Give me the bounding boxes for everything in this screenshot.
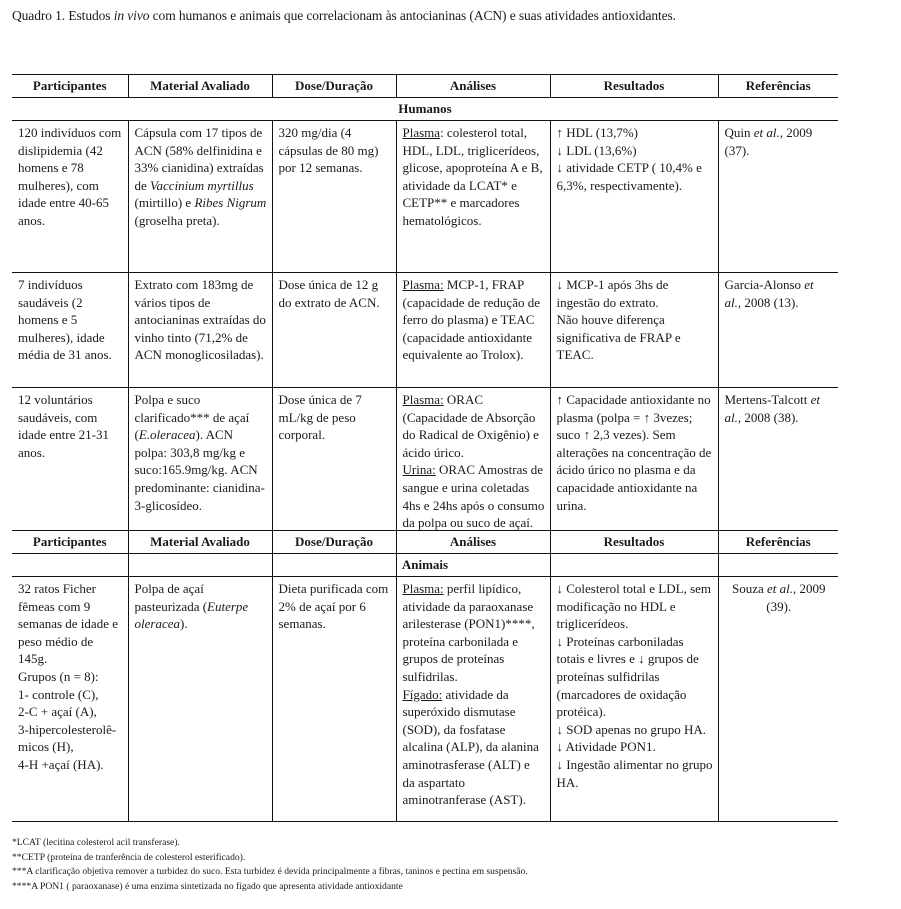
ref-year: , 2009 (37). — [724, 125, 813, 158]
footnote-pon1: ****A PON1 ( paraoxanase) é uma enzima sintetizada no fígado que apresenta atividade antioxidante — [12, 880, 403, 892]
col-header-referencias: Referências — [718, 75, 838, 98]
col-header-material: Material Avaliado — [128, 75, 272, 98]
resultado-item: ↓ Colesterol total e LDL, sem modificação no HDL e triglicerídeos. — [556, 581, 712, 632]
participantes-text: 32 ratos Ficher fêmeas com 9 semanas de idade e peso médio de 145g. — [18, 581, 118, 667]
resultado-item: ↑ HDL (13,7%) — [556, 125, 638, 140]
participantes-group: 2-C + açaí (A), — [18, 704, 97, 720]
analises-label-figado: Fígado: — [402, 686, 443, 702]
humanos-table-clip — [0, 37, 901, 531]
footnote-cetp: **CETP (proteína de tranferência de colesterol esterificado). — [12, 851, 246, 863]
table-row — [12, 577, 838, 822]
resultado-item: ↓ atividade CETP ( 10,4% e 6,3%, respectivamente). — [556, 160, 702, 193]
material-text: ). ACN polpa: 303,8 mg/kg e suco:165.9mg/kg. ACN predominante: cianidina-3-glicosídeo. — [134, 427, 265, 513]
material-species: E.oleracea — [138, 427, 196, 443]
material-species: Vaccinium myrtillus — [150, 177, 254, 193]
section-heading-animais: Animais — [12, 554, 838, 577]
caption-suffix: com humanos e animais que correlacionam às antocianinas (ACN) e suas atividades antioxidantes. — [149, 8, 676, 23]
analises-text: atividade da superóxido dismutase (SOD), da fosfatase alcalina (ALP), da alanina aminotrasferase (ALT) e da aspartato aminotranferase (AST). — [402, 686, 539, 808]
ref-year: , 2009 (39). — [766, 581, 826, 614]
animais-table — [12, 530, 838, 822]
cell-referencia — [718, 577, 838, 822]
resultado-item: ↑ Capacidade antioxidante no plasma (polpa = ↑ 3vezes; suco ↑ 2,3 vezes). Sem alterações na concentração de ácido úrico no plasma e da capacidade antioxidante na urina. — [556, 392, 712, 513]
resultado-item: ↓ MCP-1 após 3hs de ingestão do extrato. — [556, 277, 669, 310]
table-row — [12, 273, 838, 388]
col-header-participantes: Participantes — [12, 531, 128, 554]
resultado-item: ↓ SOD apenas no grupo HA. — [556, 721, 706, 737]
cell-participantes: 7 indivíduos saudáveis (2 homens e 5 mulheres), idade média de 31 anos. — [12, 273, 128, 388]
table-caption — [12, 8, 676, 24]
col-header-resultados: Resultados — [550, 531, 718, 554]
resultado-item: Não houve diferença significativa de FRAP e TEAC. — [556, 312, 681, 363]
ref-year: , 2008 (38). — [737, 409, 799, 425]
analises-label-plasma: Plasma — [402, 125, 441, 140]
table-row — [12, 121, 838, 273]
material-text: Cápsula com 17 tipos de ACN (58% delfinidina e 33% cianidina) extraídas de — [134, 125, 264, 193]
participantes-group: 4-H +açaí (HA). — [18, 756, 104, 772]
material-species: Euterpe oleracea — [134, 598, 249, 632]
material-species: Ribes Nigrum — [194, 195, 267, 211]
cell-participantes — [12, 577, 128, 822]
participantes-group: 3-hipercolesterolê-micos (H), — [18, 721, 117, 755]
participantes-groups-label: Grupos (n = 8): — [18, 668, 99, 684]
analises-text: perfil lipídico, atividade da paraoxanase arilesterase (PON1)****, proteína carbonilada e grupos de proteínas sulfidrilas. — [402, 581, 535, 684]
cell-referencia — [718, 273, 838, 388]
cell-resultados — [550, 273, 718, 388]
ref-etal: et al. — [724, 392, 820, 425]
col-header-analises: Análises — [396, 531, 550, 554]
ref-author: Souza — [731, 581, 768, 596]
col-header-material: Material Avaliado — [128, 531, 272, 554]
col-header-dose: Dose/Duração — [272, 531, 396, 554]
material-text: Polpa e suco clarificado*** de açaí ( — [134, 392, 250, 443]
cell-dose: Dose única de 12 g do extrato de ACN. — [272, 273, 396, 388]
resultado-item: ↓ Proteínas carboniladas totais e livres e ↓ grupos de proteínas sulfidrilas (marcadores de oxidação protéica). — [556, 633, 699, 720]
cell-dose: Dose única de 7 mL/kg de peso corporal. — [272, 388, 396, 588]
cell-dose: Dieta purificada com 2% de açaí por 6 semanas. — [272, 577, 396, 822]
participantes-group: 1- controle (C), — [18, 686, 99, 702]
section-heading-row — [12, 554, 838, 577]
analises-text: ORAC (Capacidade de Absorção do Radical de Oxigênio) e ácido úrico. — [402, 392, 539, 460]
resultado-item: ↓ LDL (13,6%) — [556, 142, 637, 158]
footnote-clarificacao: ***A clarificação objetiva remover a turbidez do suco. Esta turbidez é devida principalmente a fibras, taninos e pectina em suspensão. — [12, 866, 528, 878]
cell-material — [128, 121, 272, 273]
cell-participantes: 12 voluntários saudáveis, com idade entre 21-31 anos. — [12, 388, 128, 588]
analises-label-urina: Urina: — [402, 462, 436, 478]
cell-resultados — [550, 121, 718, 273]
ref-author: Garcia-Alonso — [724, 277, 805, 292]
analises-label-plasma: Plasma: — [402, 581, 444, 596]
col-header-resultados: Resultados — [550, 75, 718, 98]
cell-referencia — [718, 121, 838, 273]
material-text: (groselha preta). — [134, 212, 220, 228]
caption-italic: in vivo — [113, 8, 150, 23]
ref-author: Quin — [724, 125, 754, 140]
material-text: Polpa de açaí pasteurizada ( — [134, 581, 208, 614]
analises-text: MCP-1, FRAP (capacidade de redução de ferro do plasma) e TEAC (capacidade antioxidante equivalente ao Trolox). — [402, 277, 540, 363]
col-header-dose: Dose/Duração — [272, 75, 396, 98]
analises-label-plasma: Plasma: — [402, 277, 444, 292]
footnote-lcat: *LCAT (lecitina colesterol acil transferase). — [12, 837, 180, 848]
cell-resultados — [550, 577, 718, 822]
analises-label-plasma: Plasma: — [402, 392, 444, 407]
cell-analises — [396, 273, 550, 388]
ref-etal: et al. — [767, 581, 794, 596]
col-header-analises: Análises — [396, 75, 550, 98]
material-text: (mirtillo) e — [134, 195, 195, 211]
cell-material: Extrato com 183mg de vários tipos de antocianinas extraídas do vinho tinto (71,2% de ACN monoglicosiladas). — [128, 273, 272, 388]
cell-analises — [396, 577, 550, 822]
cell-analises — [396, 121, 550, 273]
analises-text: ORAC Amostras de sangue e urina coletadas 4hs e 24hs após o consumo da polpa ou suco de açaí. — [402, 462, 545, 531]
header-row — [12, 75, 838, 98]
humanos-table — [12, 74, 838, 588]
analises-text: : colesterol total, HDL, LDL, triglicerídeos, glicose, apoproteína A e B, atividade da LCAT* e CETP** e marcadores hematológicos. — [402, 125, 543, 228]
resultado-item: ↓ Atividade PON1. — [556, 739, 656, 755]
ref-etal: et al. — [753, 125, 780, 140]
footnotes — [12, 836, 528, 894]
caption-prefix: Quadro 1. Estudos — [12, 8, 114, 23]
header-row — [12, 531, 838, 554]
section-heading-humanos: Humanos — [12, 98, 838, 121]
resultado-item: ↓ Ingestão alimentar no grupo HA. — [556, 756, 713, 790]
section-heading-row — [12, 98, 838, 121]
cell-material — [128, 577, 272, 822]
ref-etal: et al. — [724, 277, 814, 310]
col-header-participantes: Participantes — [12, 75, 128, 98]
cell-dose: 320 mg/dia (4 cápsulas de 80 mg) por 12 semanas. — [272, 121, 396, 273]
col-header-referencias: Referências — [718, 531, 838, 554]
cell-participantes: 120 indivíduos com dislipidemia (42 homens e 78 mulheres), com idade entre 40-65 anos. — [12, 121, 128, 273]
material-text: ). — [179, 616, 188, 632]
ref-author: Mertens-Talcott — [724, 392, 811, 407]
ref-year: , 2008 (13). — [737, 294, 799, 310]
